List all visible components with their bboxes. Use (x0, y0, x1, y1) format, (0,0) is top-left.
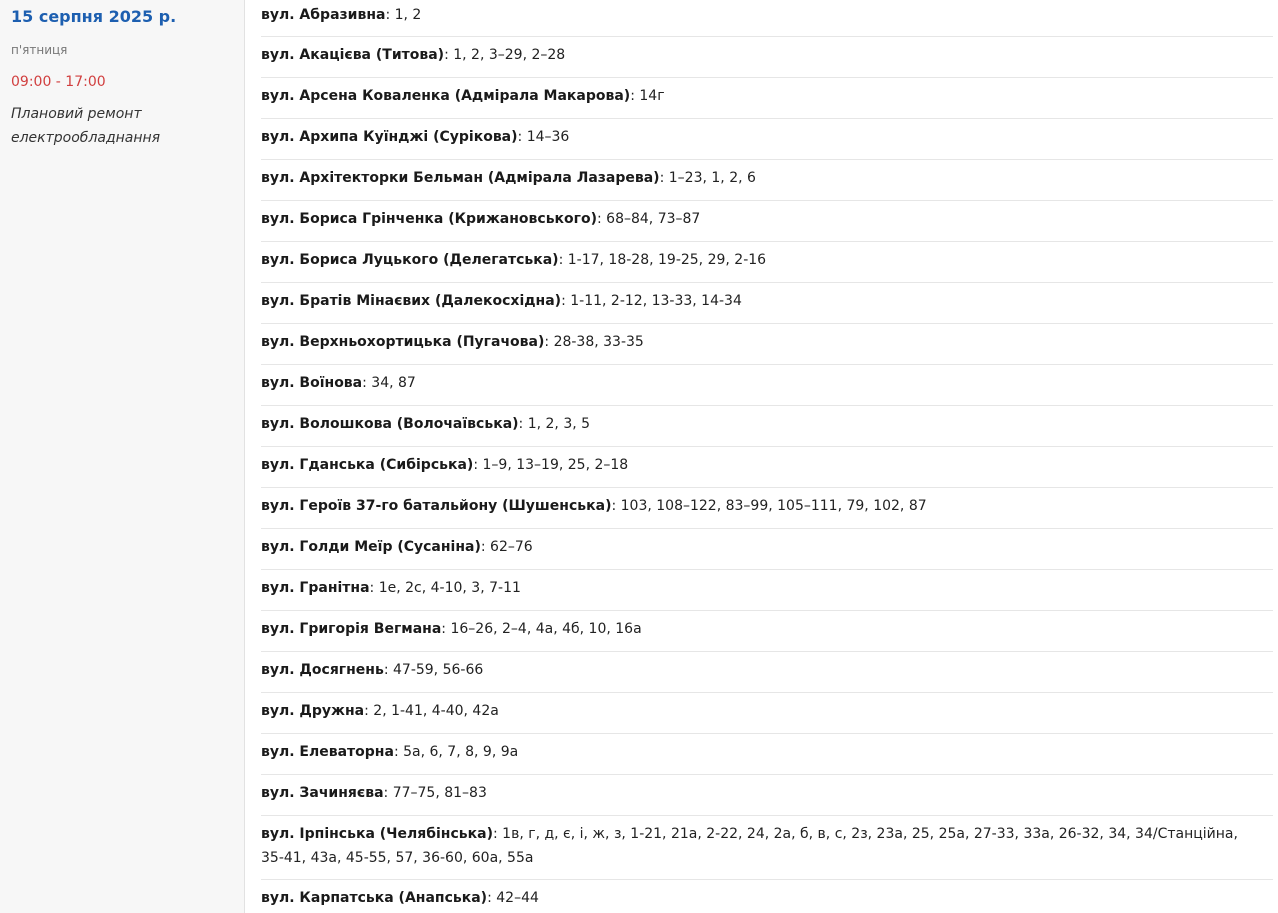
street-name: вул. Архипа Куїнджі (Сурікова) (261, 129, 518, 145)
street-row: вул. Акацієва (Титова): 1, 2, 3–29, 2–28 (261, 37, 1273, 78)
street-houses: 77–75, 81–83 (392, 785, 487, 801)
street-houses: 1–23, 1, 2, 6 (668, 170, 756, 186)
street-row: вул. Арсена Коваленка (Адмірала Макарова): 14г (261, 78, 1273, 119)
street-houses: 62–76 (490, 539, 533, 555)
street-houses: 5а, 6, 7, 8, 9, 9а (403, 744, 519, 760)
street-name: вул. Григорія Вегмана (261, 621, 442, 637)
outage-weekday: п'ятниця (11, 43, 68, 57)
street-row: вул. Братів Мінаєвих (Далекосхідна): 1-11, 2-12, 13-33, 14-34 (261, 283, 1273, 324)
street-houses: 47-59, 56-66 (393, 662, 484, 678)
street-name: вул. Арсена Коваленка (Адмірала Макарова) (261, 88, 631, 104)
street-row: вул. Воїнова: 34, 87 (261, 365, 1273, 406)
street-name: вул. Гданська (Сибірська) (261, 457, 474, 473)
street-houses: 103, 108–122, 83–99, 105–111, 79, 102, 87 (620, 498, 927, 514)
street-list-panel (245, 0, 1278, 913)
street-name: вул. Абразивна (261, 7, 386, 23)
street-name: вул. Дружна (261, 703, 365, 719)
street-row: вул. Зачиняєва: 77–75, 81–83 (261, 775, 1273, 816)
street-houses: 1, 2, 3, 5 (527, 416, 591, 432)
street-row: вул. Гданська (Сибірська): 1–9, 13–19, 25, 2–18 (261, 447, 1273, 488)
street-row: вул. Дружна: 2, 1-41, 4-40, 42а (261, 693, 1273, 734)
street-houses: 1в, г, д, є, і, ж, з, 1-21, 21а, 2-22, 24, 2а, б, в, с, 2з, 23а, 25, 25а, 27-33, 33а, 26-32, 34, 34/Станційна, 35-41, 43а, 45-55, 57, 36-60, 60а, 55а (261, 826, 1238, 866)
street-name: вул. Архітекторки Бельман (Адмірала Лазарева) (261, 170, 660, 186)
street-row: вул. Бориса Грінченка (Крижановського): 68–84, 73–87 (261, 201, 1273, 242)
street-row: вул. Карпатська (Анапська): 42–44 (261, 880, 1273, 913)
outage-time-range: 09:00 - 17:00 (11, 74, 106, 90)
street-houses: 14–36 (526, 129, 570, 145)
street-name: вул. Героїв 37-го батальйону (Шушенська) (261, 498, 612, 514)
street-name: вул. Ірпінська (Челябінська) (261, 826, 493, 842)
street-houses: 1–9, 13–19, 25, 2–18 (482, 457, 629, 473)
street-row: вул. Верхньохортицька (Пугачова): 28-38, 33-35 (261, 324, 1273, 365)
street-name: вул. Елеваторна (261, 744, 394, 760)
street-houses: 14г (639, 88, 665, 104)
street-row: вул. Абразивна: 1, 2 (261, 0, 1273, 37)
street-name: вул. Воїнова (261, 375, 363, 391)
street-houses: 42–44 (496, 890, 539, 906)
street-row: вул. Елеваторна: 5а, 6, 7, 8, 9, 9а (261, 734, 1273, 775)
street-name: вул. Гранітна (261, 580, 370, 596)
street-houses: 28-38, 33-35 (553, 334, 644, 350)
street-row: вул. Архітекторки Бельман (Адмірала Лазарева): 1–23, 1, 2, 6 (261, 160, 1273, 201)
street-name: вул. Зачиняєва (261, 785, 384, 801)
street-name: вул. Волошкова (Волочаївська) (261, 416, 519, 432)
street-row: вул. Досягнень: 47-59, 56-66 (261, 652, 1273, 693)
street-name: вул. Верхньохортицька (Пугачова) (261, 334, 545, 350)
street-list (261, 0, 1273, 913)
street-houses: 68–84, 73–87 (606, 211, 701, 227)
street-name: вул. Голди Меїр (Сусаніна) (261, 539, 481, 555)
street-houses: 2, 1-41, 4-40, 42а (373, 703, 499, 719)
street-row: вул. Григорія Вегмана: 16–26, 2–4, 4а, 4б, 10, 16а (261, 611, 1273, 652)
street-name: вул. Досягнень (261, 662, 384, 678)
street-name: вул. Акацієва (Титова) (261, 47, 445, 63)
street-houses: 1-17, 18-28, 19-25, 29, 2-16 (567, 252, 767, 268)
street-houses: 1, 2, 3–29, 2–28 (453, 47, 566, 63)
street-row: вул. Архипа Куїнджі (Сурікова): 14–36 (261, 119, 1273, 160)
street-name: вул. Бориса Луцького (Делегатська) (261, 252, 559, 268)
outage-reason: Плановий ремонт електрообладнання (11, 106, 161, 146)
street-houses: 16–26, 2–4, 4а, 4б, 10, 16а (450, 621, 642, 637)
street-row: вул. Ірпінська (Челябінська): 1в, г, д, є, і, ж, з, 1-21, 21а, 2-22, 24, 2а, б, в, с, 2з, 23а, 25, 25а, 27-33, 33а, 26-32, 34, 34/Станційна, 35-41, 43а, 45-55, 57, 36-60, 60а, 55а (261, 816, 1273, 880)
street-row: вул. Волошкова (Волочаївська): 1, 2, 3, 5 (261, 406, 1273, 447)
street-houses: 1е, 2с, 4-10, 3, 7-11 (378, 580, 521, 596)
street-houses: 34, 87 (371, 375, 416, 391)
street-row: вул. Гранітна: 1е, 2с, 4-10, 3, 7-11 (261, 570, 1273, 611)
outage-date: 15 серпня 2025 р. (11, 7, 177, 26)
street-name: вул. Братів Мінаєвих (Далекосхідна) (261, 293, 562, 309)
street-row: вул. Голди Меїр (Сусаніна): 62–76 (261, 529, 1273, 570)
street-row: вул. Героїв 37-го батальйону (Шушенська): 103, 108–122, 83–99, 105–111, 79, 102, 87 (261, 488, 1273, 529)
street-houses: 1, 2 (394, 7, 422, 23)
street-houses: 1-11, 2-12, 13-33, 14-34 (570, 293, 742, 309)
street-name: вул. Бориса Грінченка (Крижановського) (261, 211, 597, 227)
street-row: вул. Бориса Луцького (Делегатська): 1-17, 18-28, 19-25, 29, 2-16 (261, 242, 1273, 283)
outage-info-panel (0, 0, 245, 913)
street-name: вул. Карпатська (Анапська) (261, 890, 488, 906)
